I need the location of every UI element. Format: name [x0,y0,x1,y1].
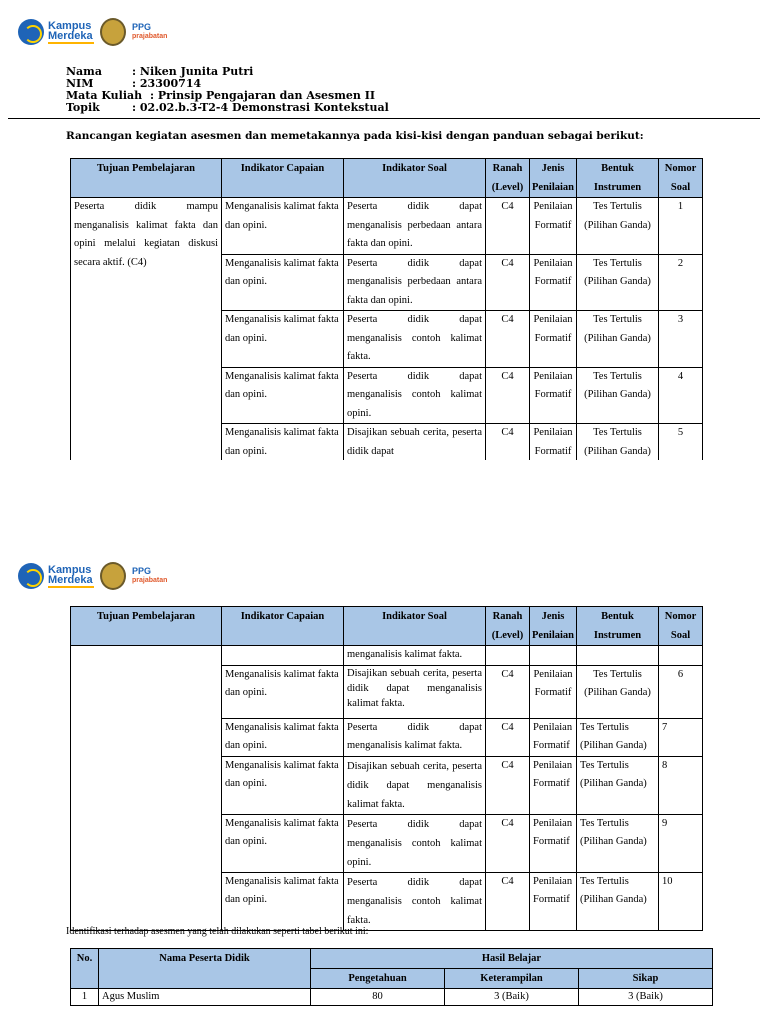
nomor-cell: 8 [659,756,703,814]
th-jenis: Jenis Penilaian [530,607,577,646]
no-cell: 1 [71,989,99,1006]
th-indikator-capaian: Indikator Capaian [222,159,344,198]
nomor-cell [659,646,703,666]
kisi-header-row [71,607,703,646]
bentuk-cell: Tes Tertulis (Pilihan Ganda) [577,665,659,718]
bentuk-cell: Tes Tertulis (Pilihan Ganda) [577,198,659,255]
indikator-soal-cell: Peserta didik dapat menganalisis perbedaan antara fakta dan opini. [344,254,486,311]
ranah-cell: C4 [486,367,530,424]
th-indikator-capaian: Indikator Capaian [222,607,344,646]
th-sikap: Sikap [579,969,713,989]
logo-ppg-line2: prajabatan [132,33,168,40]
logo-km-line1: Kampus [48,19,92,32]
indikator-soal-cell: Disajikan sebuah cerita, peserta didik dapat [344,424,486,461]
jenis-cell: Penilaian Formatif [530,756,577,814]
topik-value: : 02.02.b.3-T2-4 Demonstrasi Kontekstual [132,101,389,114]
th-nomor: Nomor Soal [659,607,703,646]
hasil-header-row [71,949,713,969]
keterampilan-cell: 3 (Baik) [445,989,579,1006]
indikator-soal-cell: Peserta didik dapat menganalisis kalimat fakta. [344,718,486,756]
indikator-soal-cell: Peserta didik dapat menganalisis contoh kalimat opini. [344,814,486,872]
nomor-cell: 10 [659,872,703,930]
nomor-cell: 6 [659,665,703,718]
tujuan-cell: Peserta didik mampu menganalisis kalimat fakta dan opini melalui kegiatan diskusi secara aktif. (C4) [71,198,222,461]
kisi-table-page1 [70,158,703,460]
th-ranah: Ranah (Level) [486,607,530,646]
nomor-cell: 5 [659,424,703,461]
indikator-capaian-cell: Menganalisis kalimat fakta dan opini. [222,311,344,368]
nama-value: : Niken Junita Putri [132,65,254,78]
jenis-cell: Penilaian Formatif [530,424,577,461]
indikator-soal-cell: Peserta didik dapat menganalisis perbedaan antara fakta dan opini. [344,198,486,255]
nama-cell: Agus Muslim [99,989,311,1006]
header-logos [18,16,167,48]
logo-ppg-line2: prajabatan [132,577,168,584]
ranah-cell: C4 [486,198,530,255]
ranah-cell: C4 [486,718,530,756]
indikator-capaian-cell: Menganalisis kalimat fakta dan opini. [222,367,344,424]
th-pengetahuan: Pengetahuan [311,969,445,989]
kampus-merdeka-logo [18,563,94,589]
indikator-capaian-cell: Menganalisis kalimat fakta dan opini. [222,756,344,814]
th-keterampilan: Keterampilan [445,969,579,989]
hasil-belajar-table [70,948,713,1006]
jenis-cell: Penilaian Formatif [530,198,577,255]
bentuk-cell: Tes Tertulis (Pilihan Ganda) [577,814,659,872]
tujuan-cell-empty [71,646,222,931]
indikator-capaian-cell: Menganalisis kalimat fakta dan opini. [222,665,344,718]
ranah-cell: C4 [486,665,530,718]
th-no: No. [71,949,99,989]
th-hasil: Hasil Belajar [311,949,713,969]
logo-ppg-line1: PPG [132,22,152,32]
kampus-merdeka-icon [18,563,44,589]
header-logos-page2 [18,560,167,592]
jenis-cell: Penilaian Formatif [530,254,577,311]
mk-value: : Prinsip Pengajaran dan Asesmen II [150,89,375,102]
logo-km-line2: Merdeka [48,573,93,586]
bentuk-cell [577,646,659,666]
kisi-header-row [71,159,703,198]
th-ranah: Ranah (Level) [486,159,530,198]
page1-table-clip [0,158,768,460]
bentuk-cell: Tes Tertulis (Pilihan Ganda) [577,872,659,930]
indikator-soal-cell: Peserta didik dapat menganalisis contoh kalimat opini. [344,367,486,424]
table-row [71,989,713,1006]
bentuk-cell: Tes Tertulis (Pilihan Ganda) [577,254,659,311]
emblem-icon [100,562,126,590]
jenis-cell: Penilaian Formatif [530,367,577,424]
divider [8,118,760,119]
th-nomor: Nomor Soal [659,159,703,198]
sikap-cell: 3 (Baik) [579,989,713,1006]
table-row [71,198,703,255]
nomor-cell: 1 [659,198,703,255]
th-indikator-soal: Indikator Soal [344,159,486,198]
nomor-cell: 7 [659,718,703,756]
th-indikator-soal: Indikator Soal [344,607,486,646]
pengetahuan-cell: 80 [311,989,445,1006]
indikator-soal-cell: Disajikan sebuah cerita, peserta didik dapat menganalisis kalimat fakta. [344,665,486,718]
jenis-cell: Penilaian Formatif [530,311,577,368]
indikator-capaian-cell: Menganalisis kalimat fakta dan opini. [222,814,344,872]
kisi-table-page2 [70,606,703,931]
ranah-cell [486,646,530,666]
indikator-capaian-cell: Menganalisis kalimat fakta dan opini. [222,198,344,255]
bentuk-cell: Tes Tertulis (Pilihan Ganda) [577,424,659,461]
indikator-capaian-cell [222,646,344,666]
ppg-logo [132,23,167,41]
ranah-cell: C4 [486,814,530,872]
th-bentuk: Bentuk Instrumen [577,159,659,198]
topik-label: Topik [66,101,100,114]
indikator-capaian-cell: Menganalisis kalimat fakta dan opini. [222,254,344,311]
jenis-cell: Penilaian Formatif [530,814,577,872]
ppg-logo [132,567,167,585]
jenis-cell [530,646,577,666]
bentuk-cell: Tes Tertulis (Pilihan Ganda) [577,367,659,424]
bentuk-cell: Tes Tertulis (Pilihan Ganda) [577,756,659,814]
jenis-cell: Penilaian Formatif [530,718,577,756]
nomor-cell: 4 [659,367,703,424]
nim-label: NIM [66,77,94,90]
ranah-cell: C4 [486,311,530,368]
intro-text: Rancangan kegiatan asesmen dan memetakannya pada kisi-kisi dengan panduan sebagai berikut: [66,130,644,142]
jenis-cell: Penilaian Formatif [530,665,577,718]
kampus-merdeka-icon [18,19,44,45]
table-row [71,646,703,666]
indikator-capaian-cell: Menganalisis kalimat fakta dan opini. [222,718,344,756]
logo-km-line2: Merdeka [48,29,93,42]
th-jenis: Jenis Penilaian [530,159,577,198]
kampus-merdeka-logo [18,19,94,45]
emblem-icon [100,18,126,46]
indikator-capaian-cell: Menganalisis kalimat fakta dan opini. [222,424,344,461]
indikator-soal-cell: menganalisis kalimat fakta. [344,646,486,666]
th-tujuan: Tujuan Pembelajaran [71,607,222,646]
indikator-capaian-cell: Menganalisis kalimat fakta dan opini. [222,872,344,930]
ranah-cell: C4 [486,424,530,461]
bentuk-cell: Tes Tertulis (Pilihan Ganda) [577,718,659,756]
nim-value: : 23300714 [132,77,202,90]
logo-ppg-line1: PPG [132,566,152,576]
ranah-cell: C4 [486,872,530,930]
indikator-soal-cell: Peserta didik dapat menganalisis contoh kalimat fakta. [344,872,486,930]
student-info [66,66,389,114]
nama-label: Nama [66,65,102,78]
identifikasi-text: Identifikasi terhadap asesmen yang telah dilakukan seperti tabel berikut ini: [66,926,369,937]
ranah-cell: C4 [486,254,530,311]
nomor-cell: 3 [659,311,703,368]
th-tujuan: Tujuan Pembelajaran [71,159,222,198]
indikator-soal-cell: Peserta didik dapat menganalisis contoh kalimat fakta. [344,311,486,368]
logo-km-line1: Kampus [48,563,92,576]
jenis-cell: Penilaian Formatif [530,872,577,930]
nomor-cell: 9 [659,814,703,872]
mk-label: Mata Kuliah [66,89,143,102]
nomor-cell: 2 [659,254,703,311]
ranah-cell: C4 [486,756,530,814]
th-bentuk: Bentuk Instrumen [577,607,659,646]
bentuk-cell: Tes Tertulis (Pilihan Ganda) [577,311,659,368]
indikator-soal-cell: Disajikan sebuah cerita, peserta didik dapat menganalisis kalimat fakta. [344,756,486,814]
th-nama: Nama Peserta Didik [99,949,311,989]
